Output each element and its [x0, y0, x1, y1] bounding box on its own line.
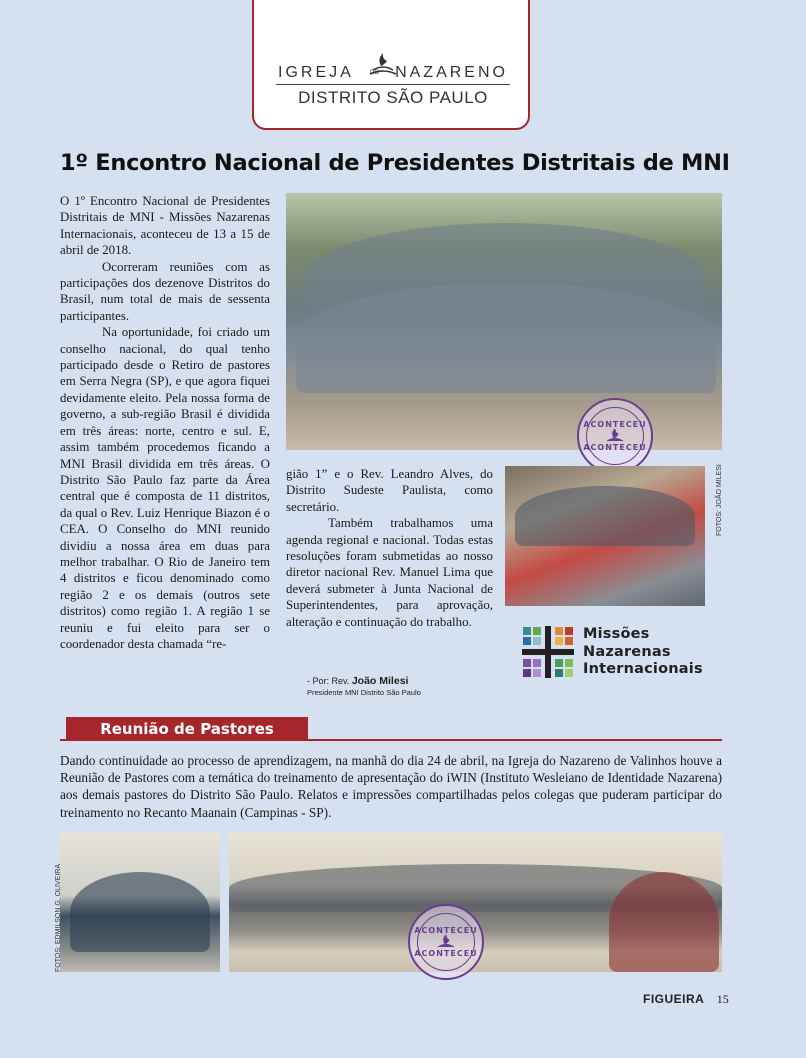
- stamp-text: ACONTECEU: [414, 949, 478, 958]
- church-name-right: NAZARENO: [395, 64, 508, 81]
- stamp-text: ACONTECEU: [583, 443, 647, 452]
- stamp-text: ACONTECEU: [414, 926, 478, 935]
- photo-credit: FOTOS: JOÃO MILESI: [716, 464, 723, 536]
- mni-wordmark: [583, 626, 703, 679]
- church-name-connector: DO: [369, 70, 379, 76]
- flame-icon: [436, 935, 456, 949]
- church-name: [278, 64, 508, 82]
- paragraph: gião 1” e o Rev. Leandro Alves, do Distrito Sudeste Paulista, como secretário.: [286, 467, 493, 514]
- photo-credit: FOTOS: EDMILSON G. OLIVEIRA: [55, 863, 62, 972]
- paragraph: Na oportunidade, foi criado um conselho nacional, do qual tenho participado desde o Retiro de pastores em Serra Negra (SP), e que agora fiquei devidamente eleito. Pela nossa forma de governo, a sub-região Brasil é dividida em três áreas: norte, centro e sul. E, assim também procedemos ficando a MNI Brasil dividida em três áreas. O Distrito São Paulo faz parte da Área central que é composta de 11 distritos, da qual o Rev. Luiz Henrique Biazon é o CEA. O Conselho do MNI reunido dividiu a nossa área em duas para melhor trabalhar. O Rio de Janeiro tem 4 distritos e ficou denominado como região 2 e os demais (outros sete distritos) como região 1. A região 1 se reuniu e fui eleito para ser o coordenador desta chamada “re-: [60, 325, 271, 651]
- district-name: DISTRITO SÃO PAULO: [298, 88, 488, 107]
- author-name: João Milesi: [351, 675, 409, 687]
- aconteceu-stamp: [408, 904, 484, 980]
- paragraph: Ocorreram reuniões com as participações dos dezenove Distritos do Brasil, num total de mais de sessenta participantes.: [60, 259, 270, 323]
- section-header-bar: [60, 717, 722, 741]
- author-signature: [307, 675, 421, 697]
- article-column-1: [60, 193, 270, 652]
- signature-prefix: - Por: Rev.: [307, 676, 352, 686]
- mni-line-1: Missões: [583, 626, 650, 642]
- author-role: Presidente MNI Distrito São Paulo: [307, 688, 421, 697]
- article-title: 1º Encontro Nacional de Presidentes Distritais de MNI: [60, 150, 730, 176]
- dinner-photo: [505, 466, 705, 606]
- paragraph: O 1º Encontro Nacional de Presidentes Distritais de MNI - Missões Nazarenas Internacionais, aconteceu de 13 a 15 de abril de 2018.: [60, 194, 270, 258]
- mni-logo: [520, 622, 720, 684]
- mni-line-3: Internacionais: [583, 661, 703, 677]
- masthead-divider: [276, 84, 510, 85]
- article-column-2: [286, 466, 493, 630]
- section-body: Dando continuidade ao processo de aprendizagem, na manhã do dia 24 de abril, na Igreja do Nazareno de Valinhos houve a Reunião de Pastores com a temática do treinamento de apresentação do iWIN (Instituto Wesleiano de Identidade Nazarena) aos demais pastores do Distrito São Paulo. Relatos e impressões compartilhadas pelos colegas que puderam participar do treinamento no Recanto Maanain (Campinas - SP).: [60, 753, 722, 820]
- paragraph: Também trabalhamos uma agenda regional e nacional. Todas estas resoluções foram submetidas ao nosso diretor nacional Rev. Manuel Lima que deverá submeter à Junta Nacional de Superintendentes, para aprovação, alteração e continuação do trabalho.: [286, 516, 493, 629]
- mni-line-2: Nazarenas: [583, 643, 671, 660]
- group-photo: [286, 193, 722, 450]
- church-name-left: IGREJA: [278, 64, 354, 81]
- pastors-photo-small: [60, 832, 220, 972]
- masthead: [252, 0, 530, 130]
- page-number: 15: [716, 992, 729, 1006]
- section-title: Reunião de Pastores: [66, 717, 308, 741]
- mni-cross-icon: [520, 624, 576, 680]
- magazine-name: FIGUEIRA: [643, 992, 705, 1006]
- aconteceu-stamp: [577, 398, 653, 474]
- stamp-text: ACONTECEU: [583, 420, 647, 429]
- flame-icon: [605, 429, 625, 443]
- page-footer: [643, 990, 729, 1008]
